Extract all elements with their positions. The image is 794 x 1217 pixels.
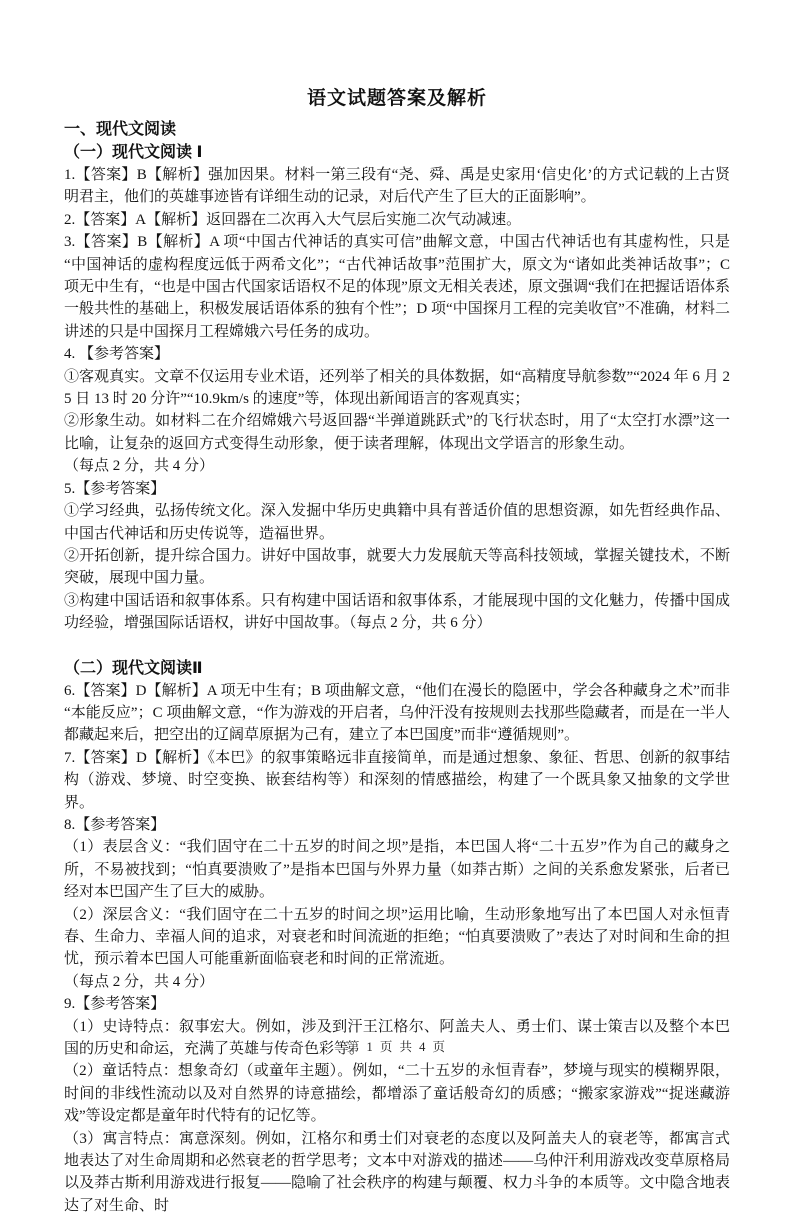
- answer-paragraph-q4-point2: ②形象生动。如材料二在介绍嫦娥六号返回器“半弹道跳跃式”的飞行状态时，用了“太空打水漂”这一比喻，让复杂的返回方式变得生动形象，便于读者理解，体现出文学语言的形象生动。: [64, 413, 730, 452]
- page-title: 语文试题答案及解析: [306, 88, 487, 109]
- answer-heading-q8: 8.【参考答案】: [64, 816, 166, 833]
- answer-paragraph-q4-point1: ①客观真实。文章不仅运用专业术语，还列举了相关的具体数据，如“高精度导航参数”“2024 年 6 月 25 日 13 时 20 分许”“10.9km/s 的速度”等，体现出新闻语言的客观真实；: [64, 368, 730, 408]
- answer-paragraph-q6: 6.【答案】D【解析】A 项无中生有；B 项曲解文意，“他们在漫长的隐匿中，学会各种藏身之术”而非“本能反应”；C 项曲解文意，“作为游戏的开启者，乌仲汗没有按规则去找那些隐藏者，而是在一半人都藏起来后，把空出的辽阔草原据为己有，建立了本巴国度”而非“遵循规则”。: [64, 682, 730, 744]
- score-note-q8: （每点 2 分，共 4 分）: [64, 973, 215, 990]
- answer-paragraph-q8-deep: （2）深层含义：“我们固守在二十五岁的时间之坝”运用比喻，生动形象地写出了本巴国人对永恒青春、生命力、幸福人间的追求，对衰老和时间流逝的拒绝；“怕真要溃败了”表达了对时间和生命的担忧，预示着本巴国人可能重新面临衰老和时间的正常流逝。: [64, 906, 730, 968]
- subsection-heading-reading-2: （二）现代文阅读Ⅱ: [64, 659, 203, 677]
- answer-paragraph-q5-point1: ①学习经典，弘扬传统文化。深入发掘中华历史典籍中具有普适价值的思想资源，如先哲经典作品、中国古代神话和历史传说等，造福世界。: [64, 503, 730, 542]
- score-note-q4: （每点 2 分，共 4 分）: [64, 458, 215, 475]
- answer-paragraph-q8-surface: （1）表层含义：“我们固守在二十五岁的时间之坝”是指，本巴国人将“二十五岁”作为自己的藏身之所，不易被找到；“怕真要溃败了”是指本巴国与外界力量（如莽古斯）之间的关系愈发紧张，后者已经对本巴国产生了巨大的威胁。: [64, 839, 730, 901]
- section-heading-modern-reading: 一、现代文阅读: [64, 121, 177, 138]
- answer-paragraph-q7: 7.【答案】D【解析】《本巴》的叙事策略远非直接简单，而是通过想象、象征、哲思、创新的叙事结构（游戏、梦境、时空变换、嵌套结构等）和深刻的情感描绘，构建了一个既具象又抽象的文学世界。: [64, 749, 730, 811]
- answer-heading-q9: 9.【参考答案】: [64, 996, 166, 1013]
- answer-paragraph-q5-point2: ②开拓创新，提升综合国力。讲好中国故事，就要大力发展航天等高科技领域，掌握关键技术，不断突破，展现中国力量。: [64, 547, 730, 587]
- answer-paragraph-q3: 3.【答案】B【解析】A 项“中国古代神话的真实可信”曲解文意，中国古代神话也有其虚构性，只是“中国神话的虚构程度远低于两希文化”；“古代神话故事”范围扩大，原文为“诸如此类神话故事”；C 项无中生有，“也是中国古代国家话语权不足的体现”原文无相关表述，原文强调“我们在把握话语体系一般共性的基础上，积极发展话语体系的独有个性”；D 项“中国探月工程的完美收官”不准确，材料二讲述的只是中国探月工程嫦娥六号任务的成功。: [64, 234, 730, 340]
- answer-paragraph-q9-fairytale: （2）童话特点：想象奇幻（或童年主题）。例如，“二十五岁的永恒青春”，梦境与现实的模糊界限，时间的非线性流动以及对自然界的诗意描绘，都增添了童话般奇幻的质感；“搬家家游戏”“捉迷藏游戏”等设定都是童年时代特有的记忆等。: [64, 1063, 730, 1125]
- answer-paragraph-q2: 2.【答案】A【解析】返回器在二次再入大气层后实施二次气动减速。: [64, 211, 522, 228]
- answer-paragraph-q1: 1.【答案】B【解析】强加因果。材料一第三段有“尧、舜、禹是史家用‘信史化’的方式记载的上古贤明君主，他们的英雄事迹皆有详细生动的记录，对后代产生了巨大的正面影响”。: [64, 167, 730, 206]
- answer-paragraph-q9-fable: （3）寓言特点：寓意深刻。例如，江格尔和勇士们对衰老的态度以及阿盖夫人的衰老等，都寓言式地表达了对生命周期和必然衰老的哲学思考；文本中对游戏的描述——乌仲汗利用游戏改变草原格局以及莽古斯利用游戏进行报复——隐喻了社会秩序的构建与颠覆、权力斗争的本质等。文中隐含地表达了对生命、时: [64, 1130, 730, 1214]
- answer-paragraph-q5-point3: ③构建中国话语和叙事体系。只有构建中国话语和叙事体系，才能展现中国的文化魅力，传播中国成功经验，增强国际话语权，讲好中国故事。（每点 2 分，共 6 分）: [64, 592, 730, 632]
- answer-heading-q4: 4. 【参考答案】: [64, 346, 170, 363]
- answer-paragraph-q9-epic: （1）史诗特点：叙事宏大。例如，涉及到汗王江格尔、阿盖夫人、勇士们、谋士策吉以及整个本巴国的历史和命运，充满了英雄与传奇色彩等。: [64, 1018, 730, 1058]
- answer-heading-q5: 5.【参考答案】: [64, 480, 166, 497]
- subsection-heading-reading-1: （一）现代文阅读 Ⅰ: [64, 144, 203, 161]
- page-number-footer: 第 1 页 共 4 页: [346, 1040, 448, 1054]
